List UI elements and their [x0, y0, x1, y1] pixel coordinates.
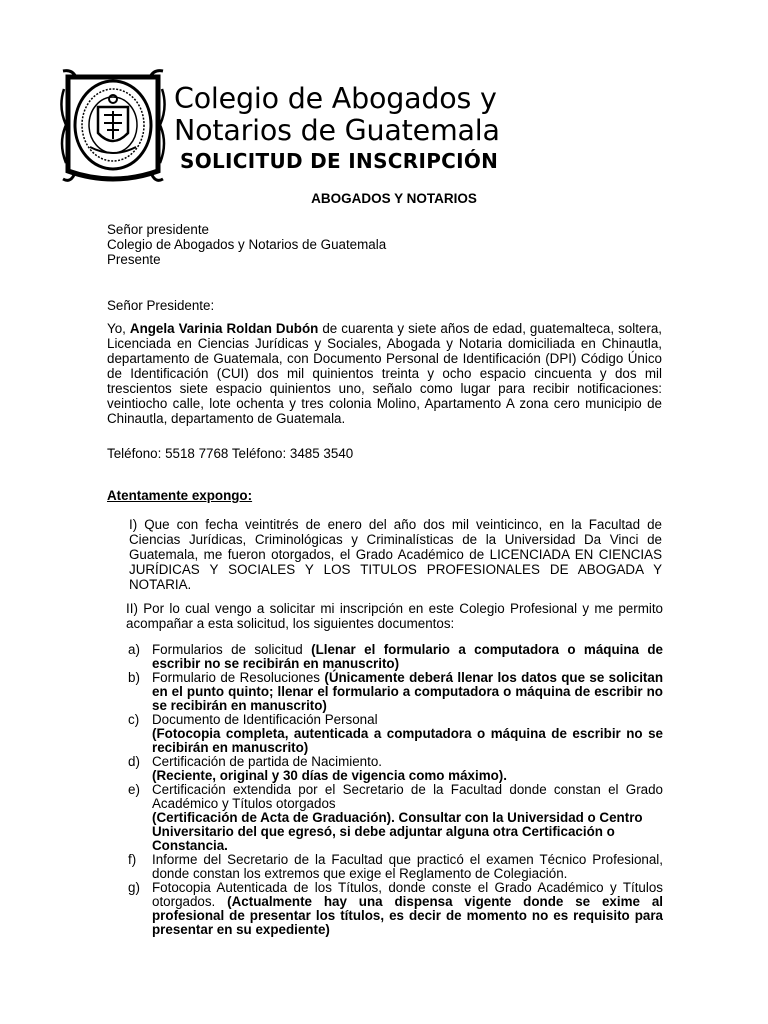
list-item — [128, 671, 663, 713]
document-note: (Únicamente deberá llenar los datos que se solicitan en el punto quinto; llenar el formulario a computadora o máquina de escribir no se recibirán en manuscrito) — [152, 670, 663, 713]
list-marker: f) — [128, 852, 137, 867]
organization-name-line1: Colegio de Abogados y — [174, 82, 497, 115]
point-two-paragraph: II) Por lo cual vengo a solicitar mi inscripción en este Colegio Profesional y me permito acompañar a esta solicitud, los siguientes documentos: — [126, 601, 663, 631]
list-marker: d) — [128, 754, 140, 769]
list-item — [128, 755, 663, 783]
list-marker: a) — [128, 642, 140, 657]
document-text: Formularios de solicitud — [152, 642, 312, 657]
salutation: Señor Presidente: — [107, 298, 215, 313]
list-item — [128, 853, 663, 881]
list-marker: b) — [128, 670, 140, 685]
document-text: Formulario de Resoluciones — [152, 670, 325, 685]
organization-name — [174, 83, 500, 147]
organization-name-line2: Notarios de Guatemala — [174, 114, 500, 147]
address-line: Colegio de Abogados y Notarios de Guatemala — [107, 237, 387, 252]
document-text: Certificación de partida de Nacimiento. — [152, 754, 382, 769]
list-marker: c) — [128, 712, 140, 727]
list-item — [128, 783, 663, 853]
list-item — [128, 643, 663, 671]
document-text: Certificación extendida por el Secretario de la Facultad donde constan el Grado Académico y Títulos otorgados — [152, 782, 663, 811]
section-heading: Atentamente expongo: — [107, 488, 253, 503]
document-text: Fotocopia Autenticada de los Títulos, donde conste el Grado Académico y Títulos otorgados. — [152, 880, 663, 909]
list-marker: e) — [128, 782, 140, 797]
document-note: (Actualmente hay una dispensa vigente donde se exime al profesional de presentar los títulos, es decir de momento no es requisito para presentar en su expediente) — [152, 894, 663, 937]
document-note: (Reciente, original y 30 días de vigencia como máximo). — [152, 768, 507, 783]
list-item — [128, 881, 663, 937]
form-subtitle: ABOGADOS Y NOTARIOS — [311, 191, 477, 206]
document-text: Informe del Secretario de la Facultad que practicó el examen Técnico Profesional, donde constan los extremos que exige el Reglamento de Colegiación. — [152, 852, 663, 881]
document-note: (Certificación de Acta de Graduación). Consultar con la Universidad o Centro Universitario del que egresó, si debe adjuntar alguna otra Certificación o Constancia. — [152, 810, 643, 853]
bar-association-seal-logo — [60, 67, 166, 187]
document-text: Documento de Identificación Personal — [152, 712, 378, 727]
address-line: Señor presidente — [107, 222, 209, 237]
list-marker: g) — [128, 880, 140, 895]
point-one-paragraph: I) Que con fecha veintitrés de enero del año dos mil veinticinco, en la Facultad de Ciencias Jurídicas, Criminológicas y Criminalísticas de la Universidad Da Vinci de Guatemala, me fueron otorgados, el Grado Académico de LICENCIADA EN CIENCIAS JURÍDICAS Y SOCIALES Y LOS TITULOS PROFESIONALES DE ABOGADA Y NOTARIA. — [129, 517, 662, 592]
address-line: Presente — [107, 252, 161, 267]
statement-intro: Yo, — [107, 321, 130, 336]
applicant-name: Angela Varinia Roldan Dubón — [129, 321, 319, 336]
phone-numbers: Teléfono: 5518 7768 Teléfono: 3485 3540 — [107, 446, 354, 461]
document-note: (Llenar el formulario a computadora o máquina de escribir no se recibirán en manuscrito) — [152, 642, 663, 671]
required-documents-list — [128, 643, 663, 937]
form-title: SOLICITUD DE INSCRIPCIÓN — [180, 149, 499, 173]
list-item — [128, 713, 663, 755]
statement-details: de cuarenta y siete años de edad, guatemalteca, soltera, Licenciada en Ciencias Jurídicas y Sociales, Abogada y Notaria domiciliada en Chinautla, departamento de Guatemala, con Documento Personal de Identificación (DPI) Código Único de Identificación (CUI) dos mil quinientos treinta y ocho espacio cincuenta y dos mil trescientos siete espacio quinientos uno, señalo como lugar para recibir notificaciones: veintiocho calle, lote ochenta y tres colonia Molino, Apartamento A zona cero municipio de Chinautla, departamento de Guatemala. — [107, 321, 662, 426]
document-note: (Fotocopia completa, autenticada a computadora o máquina de escribir no se recibirán en manuscrito) — [152, 726, 663, 755]
recipient-address — [107, 222, 386, 267]
applicant-statement — [107, 321, 662, 426]
